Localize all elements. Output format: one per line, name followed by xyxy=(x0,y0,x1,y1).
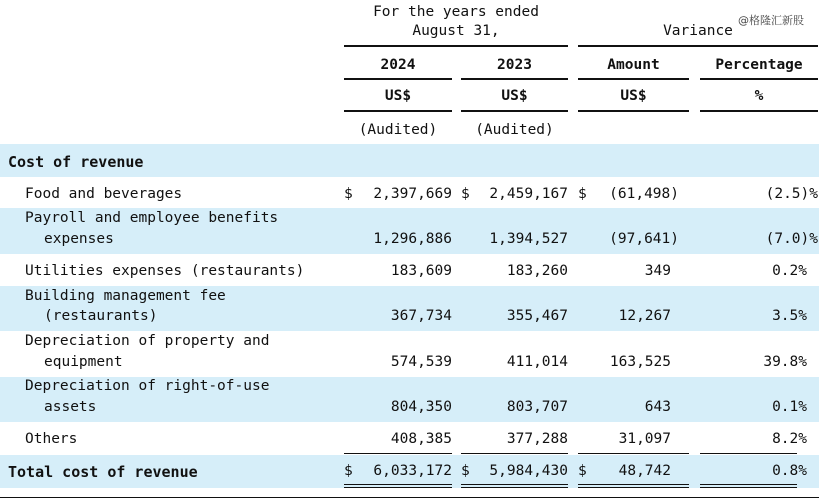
subtotal-rule xyxy=(578,453,689,454)
unit-rule xyxy=(700,110,818,112)
row-label: Utilities expenses (restaurants) xyxy=(25,263,305,279)
header-rule xyxy=(578,45,818,47)
value-2023: 411,014 xyxy=(506,354,568,370)
value-percentage: (7.0)% xyxy=(765,231,818,247)
value-2023: 2,459,167 xyxy=(489,186,568,202)
col-rule xyxy=(578,78,689,80)
total-amount: 48,742 xyxy=(618,463,671,479)
row-label: Payroll and employee benefits xyxy=(25,210,279,226)
total-double-rule xyxy=(700,487,797,488)
total-double-rule xyxy=(461,487,568,488)
value-percentage: 39.8% xyxy=(763,354,807,370)
subtotal-rule xyxy=(700,453,797,454)
value-amount: 163,525 xyxy=(609,354,671,370)
row-label-continued: (restaurants) xyxy=(44,308,158,324)
value-2023: 803,707 xyxy=(506,399,568,415)
total-label: Total cost of revenue xyxy=(8,463,198,481)
total-2023: 5,984,430 xyxy=(489,463,568,479)
value-2024: 408,385 xyxy=(390,431,452,447)
value-percentage: 3.5% xyxy=(772,308,807,324)
value-amount: (61,498) xyxy=(609,186,679,202)
unit-percentage: % xyxy=(754,88,764,104)
col-rule xyxy=(700,78,818,80)
value-2024: 183,609 xyxy=(390,263,452,279)
value-2023: 183,260 xyxy=(506,263,568,279)
unit-rule xyxy=(344,110,452,112)
value-2023: 1,394,527 xyxy=(489,231,568,247)
row-label-continued: equipment xyxy=(44,354,123,370)
audited-2024: (Audited) xyxy=(358,122,438,138)
value-amount: 643 xyxy=(644,399,671,415)
value-percentage: 8.2% xyxy=(772,431,807,447)
col-rule xyxy=(461,78,568,80)
value-percentage: 0.2% xyxy=(772,263,807,279)
value-amount: 349 xyxy=(644,263,671,279)
col-rule xyxy=(344,78,452,80)
value-2023: 377,288 xyxy=(506,431,568,447)
variance-header: Variance xyxy=(663,23,733,39)
value-2024: 367,734 xyxy=(390,308,452,324)
currency-symbol: $ xyxy=(461,186,470,202)
unit-amount: US$ xyxy=(620,88,647,104)
col-percentage-header: Percentage xyxy=(715,57,803,73)
currency-symbol: $ xyxy=(578,186,587,202)
unit-rule xyxy=(578,110,689,112)
currency-symbol: $ xyxy=(344,186,353,202)
row-label: Others xyxy=(25,431,78,447)
total-double-rule xyxy=(700,484,797,485)
total-double-rule xyxy=(344,487,452,488)
unit-2023: US$ xyxy=(501,88,528,104)
audited-2023: (Audited) xyxy=(475,122,554,138)
subtotal-rule xyxy=(461,453,568,454)
row-label: Building management fee xyxy=(25,288,226,304)
value-amount: 31,097 xyxy=(618,431,671,447)
col-2024-header: 2024 xyxy=(380,57,416,73)
unit-2024: US$ xyxy=(384,88,412,104)
watermark: @格隆汇新股 xyxy=(738,14,804,27)
value-percentage: (2.5)% xyxy=(765,186,818,202)
period-header-line2: August 31, xyxy=(412,23,500,39)
currency-symbol: $ xyxy=(461,463,470,479)
currency-symbol: $ xyxy=(578,463,587,479)
currency-symbol: $ xyxy=(344,463,353,479)
section-title: Cost of revenue xyxy=(8,153,144,171)
value-amount: (97,641) xyxy=(609,231,679,247)
row-label: Depreciation of property and xyxy=(25,333,270,349)
value-2024: 804,350 xyxy=(390,399,452,415)
col-2023-header: 2023 xyxy=(497,57,532,73)
col-amount-header: Amount xyxy=(607,57,660,73)
header-rule xyxy=(344,45,568,47)
value-2024: 574,539 xyxy=(390,354,452,370)
unit-rule xyxy=(461,110,568,112)
total-double-rule xyxy=(344,484,452,485)
total-percentage: 0.8% xyxy=(772,463,807,479)
value-amount: 12,267 xyxy=(618,308,671,324)
total-2024: 6,033,172 xyxy=(373,463,452,479)
value-2024: 2,397,669 xyxy=(373,186,452,202)
row-label-continued: assets xyxy=(44,399,97,415)
total-double-rule xyxy=(461,484,568,485)
value-percentage: 0.1% xyxy=(772,399,807,415)
value-2023: 355,467 xyxy=(506,308,568,324)
bottom-rule xyxy=(0,497,819,498)
row-label: Depreciation of right-of-use xyxy=(25,378,270,394)
value-2024: 1,296,886 xyxy=(373,231,452,247)
row-label: Food and beverages xyxy=(25,186,183,202)
total-double-rule xyxy=(578,487,689,488)
subtotal-rule xyxy=(344,453,452,454)
total-double-rule xyxy=(578,484,689,485)
row-label-continued: expenses xyxy=(44,231,114,247)
period-header-line1: For the years ended xyxy=(373,4,539,20)
